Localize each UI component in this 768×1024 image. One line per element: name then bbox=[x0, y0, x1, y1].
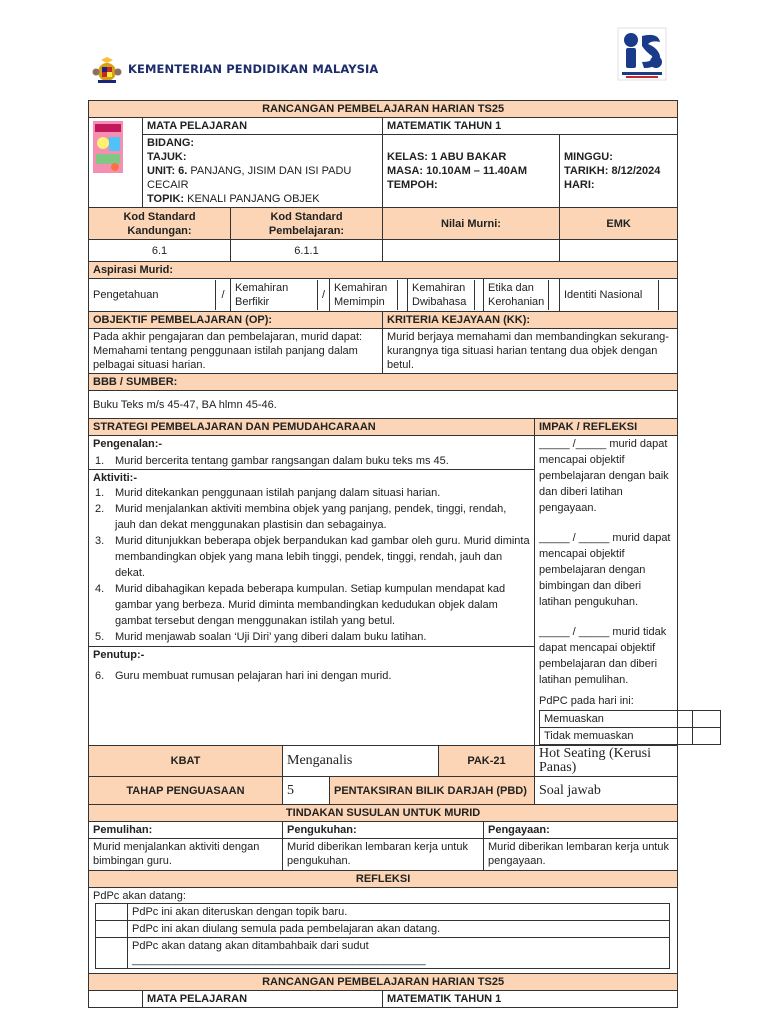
pengukuhan-text: Murid diberikan lembaran kerja untuk pengukuhan. bbox=[283, 839, 484, 871]
pak-value: Hot Seating (Kerusi Panas) bbox=[535, 746, 678, 777]
nilai-murni-value bbox=[383, 240, 560, 262]
form-title: RANCANGAN PEMBELAJARAN HARIAN TS25 bbox=[89, 101, 678, 118]
aktiviti-item-number: 3. bbox=[95, 535, 105, 547]
aktiviti-list bbox=[93, 485, 530, 645]
pak-label: PAK-21 bbox=[439, 746, 535, 777]
aktiviti-item-number: 2. bbox=[95, 503, 105, 515]
page-header bbox=[0, 0, 768, 100]
emk-label: EMK bbox=[560, 208, 678, 240]
kelas-value: KELAS: 1 ABU BAKAR bbox=[387, 151, 507, 163]
topik-value: KENALI PANJANG OBJEK bbox=[184, 193, 320, 205]
refleksi-option-checkbox[interactable] bbox=[96, 921, 128, 938]
penutup-item-text: Guru membuat rumusan pelajaran hari ini dengan murid. bbox=[115, 670, 392, 682]
tarikh-value: TARIKH: 8/12/2024 bbox=[564, 165, 661, 177]
textbook-thumbnail bbox=[89, 118, 143, 208]
aktiviti-item-number: 1. bbox=[95, 487, 105, 499]
topik-label: TOPIK: bbox=[147, 193, 185, 205]
pengukuhan-label: Pengukuhan: bbox=[283, 822, 484, 839]
tindakan-label: TINDAKAN SUSULAN UNTUK MURID bbox=[89, 805, 678, 822]
refleksi-content bbox=[89, 888, 678, 974]
refleksi-option-row bbox=[96, 921, 670, 938]
aktiviti-label: Aktiviti:- bbox=[93, 472, 137, 484]
pengenalan-list bbox=[93, 453, 530, 469]
refleksi-option-checkbox[interactable] bbox=[96, 904, 128, 921]
ts25-logo-icon bbox=[616, 26, 668, 82]
pdpc-option-row bbox=[540, 711, 721, 728]
topik-line bbox=[147, 192, 378, 206]
form2-subject-name: MATEMATIK TAHUN 1 bbox=[383, 991, 678, 1008]
memimpin-mark[interactable] bbox=[397, 280, 407, 310]
op-text: Pada akhir pengajaran dan pembelajaran, murid dapat: Memahami tentang penggunaan istilah panjang dalam pelbagai situasi harian. bbox=[89, 329, 383, 374]
aktiviti-item-text: Murid ditekankan penggunaan istilah panjang dalam situasi harian. bbox=[115, 487, 441, 499]
form2-thumbnail-cell bbox=[89, 991, 143, 1008]
impak-statement: _____ / _____ murid tidak dapat mencapai objektif pembelajaran dan diberi latihan pemulihan. bbox=[539, 626, 667, 686]
identiti-mark[interactable] bbox=[658, 280, 677, 310]
kod-sp-label: Kod Standard Pembelajaran: bbox=[231, 208, 383, 240]
bidang-label: BIDANG: bbox=[147, 137, 195, 149]
refleksi-option-label: PdPc ini akan diulang semula pada pembelajaran akan datang. bbox=[128, 921, 670, 938]
tahap-value: 5 bbox=[283, 777, 330, 805]
ministry-name: KEMENTERIAN PENDIDIKAN MALAYSIA bbox=[128, 62, 379, 76]
date-info bbox=[560, 135, 678, 208]
aktiviti-item-text: Murid dibahagikan kepada beberapa kumpulan. Setiap kumpulan mendapat kad gambar yang berbeza. Murid diminta membandingkan kedudukan objek dalam gambat tersebut dengan menggunakan istilah yang betul. bbox=[115, 583, 506, 627]
pengenalan-item bbox=[93, 453, 530, 469]
impak-statement: _____ / _____ murid dapat mencapai objektif pembelajaran dengan bimbingan dan diberi latihan pengukuhan. bbox=[539, 532, 671, 608]
refleksi-option-row bbox=[96, 904, 670, 921]
impak-list bbox=[539, 436, 673, 688]
kk-label: KRITERIA KEJAYAAN (KK): bbox=[383, 312, 678, 329]
impak-label: IMPAK / REFLEKSI bbox=[535, 419, 678, 436]
etika-mark[interactable] bbox=[548, 280, 559, 310]
tajuk-label: TAJUK: bbox=[147, 151, 187, 163]
impak-statement: _____ /_____ murid dapat mencapai objektif pembelajaran dengan baik dan diberi latihan pengayaan. bbox=[539, 438, 669, 514]
kbat-label: KBAT bbox=[89, 746, 283, 777]
textbook-cover-icon bbox=[93, 121, 123, 173]
mata-pelajaran-label: MATA PELAJARAN bbox=[143, 118, 383, 135]
dwibahasa-label: Kemahiran Dwibahasa bbox=[412, 282, 467, 308]
refleksi-option-checkbox[interactable] bbox=[96, 938, 128, 969]
refleksi-option-row bbox=[96, 938, 670, 969]
bbb-text: Buku Teks m/s 45-47, BA hlmn 45-46. bbox=[89, 391, 678, 419]
aspirasi-memimpin bbox=[330, 279, 408, 312]
op-label: OBJEKTIF PEMBELAJARAN (OP): bbox=[89, 312, 383, 329]
pdpc-options bbox=[539, 710, 721, 745]
penutup-item bbox=[93, 668, 530, 684]
unit-value: PANJANG, JISIM DAN ISI PADU CECAIR bbox=[147, 165, 352, 191]
penutup-label: Penutup:- bbox=[93, 649, 145, 661]
aspirasi-dwibahasa bbox=[408, 279, 484, 312]
aktiviti-item-text: Murid menjawab soalan ‘Uji Diri’ yang diberi dalam buku latihan. bbox=[115, 631, 427, 643]
pengenalan-section bbox=[89, 436, 534, 470]
pdpc-option-checkbox[interactable] bbox=[693, 711, 721, 728]
pbd-label: PENTAKSIRAN BILIK DARJAH (PBD) bbox=[330, 777, 535, 805]
minggu-label: MINGGU: bbox=[564, 151, 613, 163]
strategi-content bbox=[89, 436, 535, 746]
bbb-label: BBB / SUMBER: bbox=[89, 374, 678, 391]
pengetahuan-label: Pengetahuan bbox=[93, 289, 159, 301]
penutup-section bbox=[89, 647, 534, 685]
tempoh-label: TEMPOH: bbox=[387, 179, 438, 191]
refleksi-options bbox=[95, 903, 670, 969]
berfikir-label: Kemahiran Berfikir bbox=[235, 282, 289, 308]
kbat-value: Menganalis bbox=[283, 746, 439, 777]
aspirasi-label: Aspirasi Murid: bbox=[89, 262, 678, 279]
memimpin-label: Kemahiran Memimpin bbox=[334, 282, 388, 308]
pbd-value: Soal jawab bbox=[535, 777, 678, 805]
ministry-crest-icon bbox=[92, 56, 122, 84]
nilai-murni-label: Nilai Murni: bbox=[383, 208, 560, 240]
pemulihan-text: Murid menjalankan aktiviti dengan bimbingan guru. bbox=[89, 839, 283, 871]
aktiviti-item-text: Murid menjalankan aktiviti membina objek yang panjang, pendek, tinggi, rendah, jauh dan dekat menggunakan plastisin dan sebagainya. bbox=[115, 503, 507, 531]
pdpc-option-label: Memuaskan bbox=[540, 711, 693, 728]
aktiviti-item bbox=[93, 501, 530, 533]
refleksi-option-label: PdPc ini akan diteruskan dengan topik baru. bbox=[128, 904, 670, 921]
pdpc-option-row bbox=[540, 728, 721, 745]
aspirasi-berfikir bbox=[231, 279, 330, 312]
strategi-label: STRATEGI PEMBELAJARAN DAN PEMUDAHCARAAN bbox=[89, 419, 535, 436]
topic-details bbox=[143, 135, 383, 208]
pengayaan-text: Murid diberikan lembaran kerja untuk pengayaan. bbox=[484, 839, 678, 871]
aktiviti-item bbox=[93, 485, 530, 501]
hari-label: HARI: bbox=[564, 179, 595, 191]
aktiviti-section bbox=[89, 470, 534, 647]
form2-title: RANCANGAN PEMBELAJARAN HARIAN TS25 bbox=[89, 974, 678, 991]
pdpc-option-checkbox[interactable] bbox=[693, 728, 721, 745]
aktiviti-item-text: Murid ditunjukkan beberapa objek berpandukan kad gambar oleh guru. Murid diminta membandingkan objek yang mana lebih tinggi, pendek, tinggi, rendah, jauh dan dekat. bbox=[115, 535, 530, 579]
identiti-label: Identiti Nasional bbox=[564, 289, 643, 301]
pengayaan-label: Pengayaan: bbox=[484, 822, 678, 839]
aktiviti-item bbox=[93, 629, 530, 645]
lesson-plan-table bbox=[88, 100, 678, 1008]
lesson-plan-form bbox=[88, 100, 677, 1008]
pdpc-label: PdPC pada hari ini: bbox=[539, 695, 634, 707]
refleksi-option-label: PdPc akan datang akan ditambahbaik dari sudut ________________________________________________ bbox=[128, 938, 670, 969]
etika-label: Etika dan Kerohanian bbox=[488, 282, 545, 308]
pengenalan-item-text: Murid bercerita tentang gambar rangsangan dalam buku teks ms 45. bbox=[115, 455, 449, 467]
form2-mata-pelajaran-label: MATA PELAJARAN bbox=[143, 991, 383, 1008]
penutup-list bbox=[93, 668, 530, 684]
aktiviti-item-number: 5. bbox=[95, 631, 105, 643]
pdpc-option-label: Tidak memuaskan bbox=[540, 728, 693, 745]
pdpc-datang-label: PdPc akan datang: bbox=[93, 890, 186, 902]
emk-value bbox=[560, 240, 678, 262]
class-info bbox=[383, 135, 560, 208]
aktiviti-item bbox=[93, 533, 530, 581]
pengenalan-item-number: 1. bbox=[95, 455, 105, 467]
aktiviti-item bbox=[93, 581, 530, 629]
aktiviti-item-number: 4. bbox=[95, 583, 105, 595]
masa-value: MASA: 10.10AM – 11.40AM bbox=[387, 165, 527, 177]
impak-content bbox=[535, 436, 678, 746]
kod-sk-value: 6.1 bbox=[89, 240, 231, 262]
aspirasi-etika bbox=[484, 279, 560, 312]
pemulihan-label: Pemulihan: bbox=[89, 822, 283, 839]
unit-line bbox=[147, 164, 378, 192]
refleksi-label: REFLEKSI bbox=[89, 871, 678, 888]
aspirasi-pengetahuan bbox=[89, 279, 231, 312]
pengenalan-label: Pengenalan:- bbox=[93, 438, 163, 450]
subject-name: MATEMATIK TAHUN 1 bbox=[383, 118, 678, 135]
penutup-item-number: 6. bbox=[95, 670, 105, 682]
berfikir-mark[interactable]: / bbox=[317, 280, 329, 310]
kod-sk-label: Kod Standard Kandungan: bbox=[89, 208, 231, 240]
aspirasi-identiti bbox=[560, 279, 678, 312]
kk-text: Murid berjaya memahami dan membandingkan sekurang-kurangnya tiga situasi harian tentang dua objek dengan betul. bbox=[383, 329, 678, 374]
unit-label: UNIT: 6. bbox=[147, 165, 188, 177]
tahap-label: TAHAP PENGUASAAN bbox=[89, 777, 283, 805]
pengetahuan-mark[interactable]: / bbox=[215, 280, 230, 310]
dwibahasa-mark[interactable] bbox=[474, 280, 483, 310]
kod-sp-value: 6.1.1 bbox=[231, 240, 383, 262]
